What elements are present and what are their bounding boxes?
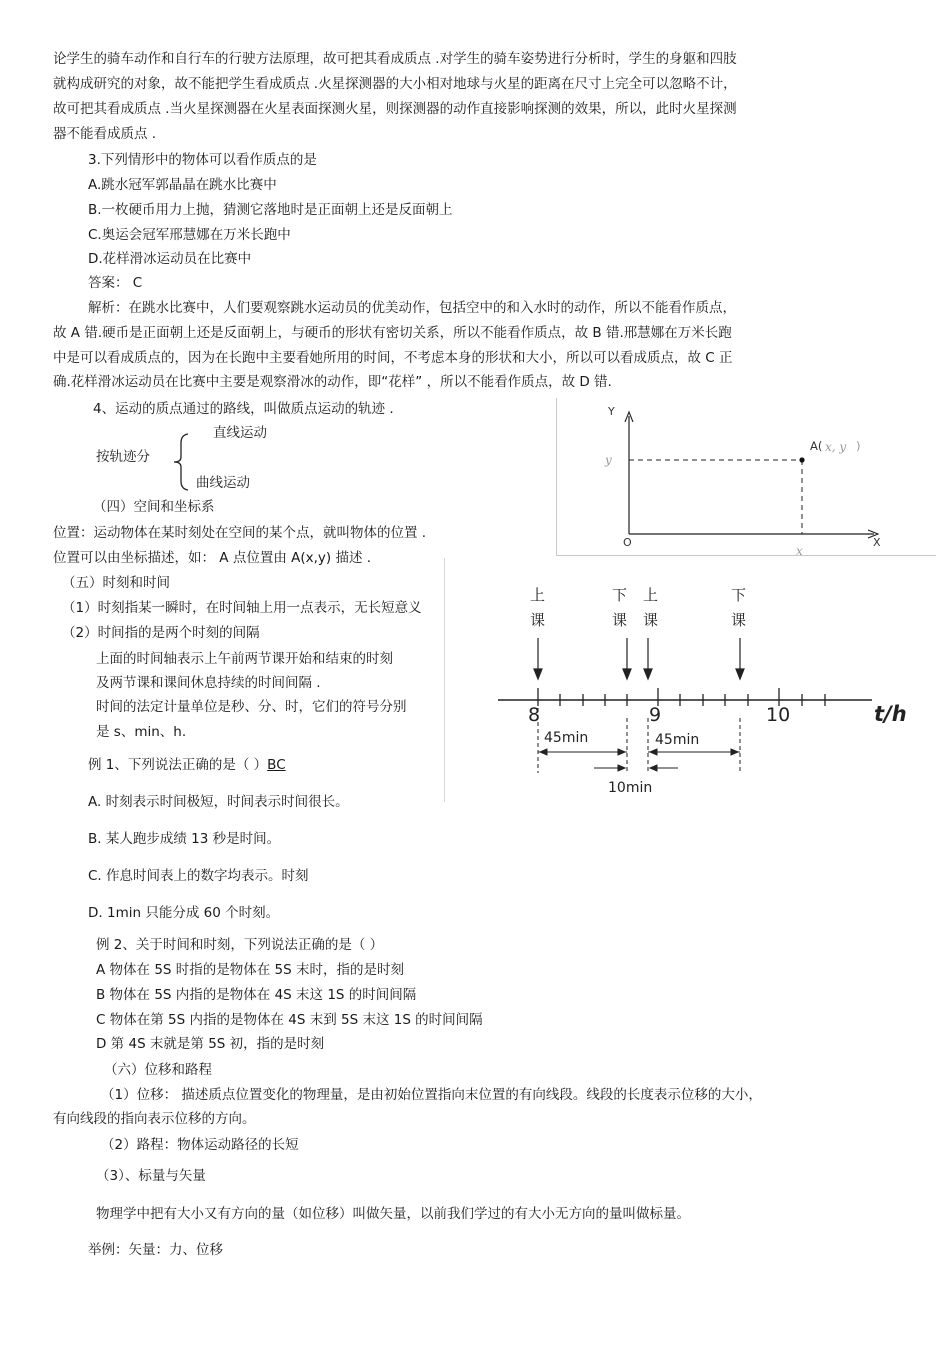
space-heading: （四）空间和坐标系 (93, 499, 215, 515)
example2-option-b: B 物体在 5S 内指的是物体在 4S 末这 1S 的时间间隔 (96, 987, 417, 1003)
point-a-coords: x, y (825, 440, 847, 454)
arrow-down-icon (644, 669, 652, 679)
point-a-suffix: ) (856, 439, 861, 453)
x-tick-label: x (796, 544, 803, 558)
example1-option-b: B. 某人跑步成绩 13 秒是时间。 (88, 831, 281, 847)
point-a-prefix: A( (810, 439, 823, 453)
intro-line-1: 论学生的骑车动作和自行车的行驶方法原理，故可把其看成质点 .对学生的骑车姿势进行分析时，学生的身躯和四肢 (53, 51, 737, 67)
label-class-start-1-top: 上 (530, 586, 546, 604)
tick-9: 9 (649, 704, 662, 726)
example1-answer: BC (267, 757, 286, 773)
label-class-end-2-bottom: 课 (731, 611, 747, 629)
question3-analysis-1: 解析：在跳水比赛中，人们要观察跳水运动员的优美动作，包括空中的和入水时的动作，所以不能看作质点， (88, 300, 736, 316)
question3-stem: 3.下列情形中的物体可以看作质点的是 (88, 152, 317, 168)
displacement-definition-2: 有向线段的指向表示位移的方向。 (53, 1111, 256, 1127)
example2-option-a: A 物体在 5S 时指的是物体在 5S 末时，指的是时刻 (96, 962, 405, 978)
trajectory-classify-label: 按轨迹分 (96, 449, 150, 465)
time-heading: （五）时刻和时间 (62, 575, 170, 591)
label-class-end-1-top: 下 (612, 586, 628, 604)
arrow-right-icon (618, 765, 625, 771)
arrow-down-icon (534, 669, 542, 679)
time-item-2: （2）时间指的是两个时刻的间隔 (62, 625, 260, 641)
trajectory-definition: 4、运动的质点通过的路线，叫做质点运动的轨迹 . (93, 401, 394, 417)
question3-analysis-2: 故 A 错.硬币是正面朝上还是反面朝上，与硬币的形状有密切关系，所以不能看作质点，故 B 错.邢慧娜在万米长跑 (53, 325, 732, 341)
intro-line-4: 器不能看成质点 . (53, 126, 157, 142)
time-desc-1: 上面的时间轴表示上午前两节课开始和结束的时刻 (96, 651, 393, 667)
label-class-end-2-top: 下 (731, 586, 747, 604)
question3-answer: 答案： C (88, 275, 143, 291)
example1-option-d: D. 1min 只能分成 60 个时刻。 (88, 905, 280, 921)
question3-analysis-4: 确.花样滑冰运动员在比赛中主要是观察滑冰的动作，即“花样” ，所以不能看作质点，故 D 错. (53, 374, 612, 390)
label-class-start-2-top: 上 (643, 586, 659, 604)
interval-class2-label: 45min (655, 732, 700, 748)
interval-break-label: 10min (608, 780, 653, 796)
timeline-diagram (444, 558, 924, 802)
origin-label: O (623, 536, 632, 549)
question3-option-b: B.一枚硬币用力上抛，猜测它落地时是正面朝上还是反面朝上 (88, 202, 453, 218)
example2-option-d: D 第 4S 末就是第 5S 初，指的是时刻 (96, 1036, 325, 1052)
path-definition: （2）路程：物体运动路径的长短 (101, 1137, 299, 1153)
x-axis-label: X (873, 536, 881, 549)
time-desc-3: 时间的法定计量单位是秒、分、时，它们的符号分别 (96, 699, 407, 715)
arrow-left-icon (540, 749, 547, 755)
label-class-start-2-bottom: 课 (643, 611, 659, 629)
question3-option-a: A.跳水冠军郭晶晶在跳水比赛中 (88, 177, 277, 193)
y-tick-label: y (605, 453, 612, 467)
example1-stem (88, 756, 286, 774)
vector-definition: 物理学中把有大小又有方向的量（如位移）叫做矢量，以前我们学过的有大小无方向的量叫做标量。 (96, 1206, 690, 1222)
scalar-vector-heading: （3）、标量与矢量 (96, 1168, 206, 1184)
time-item-1: （1）时刻指某一瞬时，在时间轴上用一点表示，无长短意义 (62, 600, 422, 616)
y-axis-label: Y (608, 405, 615, 418)
question3-option-d: D.花样滑冰运动员在比赛中 (88, 251, 252, 267)
label-class-start-1-bottom: 课 (530, 611, 546, 629)
example2-stem: 例 2、关于时间和时刻，下列说法正确的是（ ） (96, 937, 384, 953)
intro-line-3: 故可把其看成质点 .当火星探测器在火星表面探测火星，则探测器的动作直接影响探测的效果，所以，此时火星探测 (53, 101, 737, 117)
example1-stem-text: 例 1、下列说法正确的是（ ） (88, 757, 268, 773)
example1-option-a: A. 时刻表示时间极短，时间表示时间很长。 (88, 794, 349, 810)
tick-10: 10 (766, 704, 791, 726)
point-a (799, 457, 804, 462)
arrow-left-icon (650, 765, 657, 771)
intro-line-2: 就构成研究的对象，故不能把学生看成质点 .火星探测器的大小相对地球与火星的距离在尺寸上完全可以忽略不计， (53, 76, 737, 92)
example2-option-c: C 物体在第 5S 内指的是物体在 4S 末到 5S 末这 1S 的时间间隔 (96, 1012, 483, 1028)
arrow-right-icon (731, 749, 738, 755)
position-definition: 位置：运动物体在某时刻处在空间的某个点，就叫物体的位置 . (53, 525, 427, 541)
position-coordinates: 位置可以由坐标描述，如： A 点位置由 A(x,y) 描述 . (53, 550, 372, 566)
tick-8: 8 (528, 704, 541, 726)
axis-label-t-h: t/h (874, 702, 907, 726)
displacement-heading: （六）位移和路程 (104, 1062, 212, 1078)
trajectory-straight: 直线运动 (213, 425, 267, 441)
question3-analysis-3: 中是可以看成质点的，因为在长跑中主要看她所用的时间，不考虑本身的形状和大小，所以可以看成质点，故 C 正 (53, 350, 733, 366)
question3-option-c: C.奥运会冠军邢慧娜在万米长跑中 (88, 227, 291, 243)
time-desc-2: 及两节课和课间休息持续的时间间隔 . (96, 675, 321, 691)
vector-example: 举例：矢量：力、位移 (88, 1242, 223, 1258)
coordinate-diagram (556, 398, 936, 558)
label-class-end-1-bottom: 课 (612, 611, 628, 629)
example1-option-c: C. 作息时间表上的数字均表示。时刻 (88, 868, 309, 884)
arrow-down-icon (736, 669, 744, 679)
arrow-down-icon (623, 669, 631, 679)
arrow-right-icon (618, 749, 625, 755)
arrow-left-icon (650, 749, 657, 755)
time-desc-4: 是 s、min、h. (96, 724, 187, 740)
brace-icon (172, 433, 190, 491)
interval-class1-label: 45min (544, 730, 589, 746)
displacement-definition-1: （1）位移： 描述质点位置变化的物理量，是由初始位置指向末位置的有向线段。线段的长度表示位移的大小， (101, 1087, 762, 1103)
trajectory-curve: 曲线运动 (196, 475, 250, 491)
